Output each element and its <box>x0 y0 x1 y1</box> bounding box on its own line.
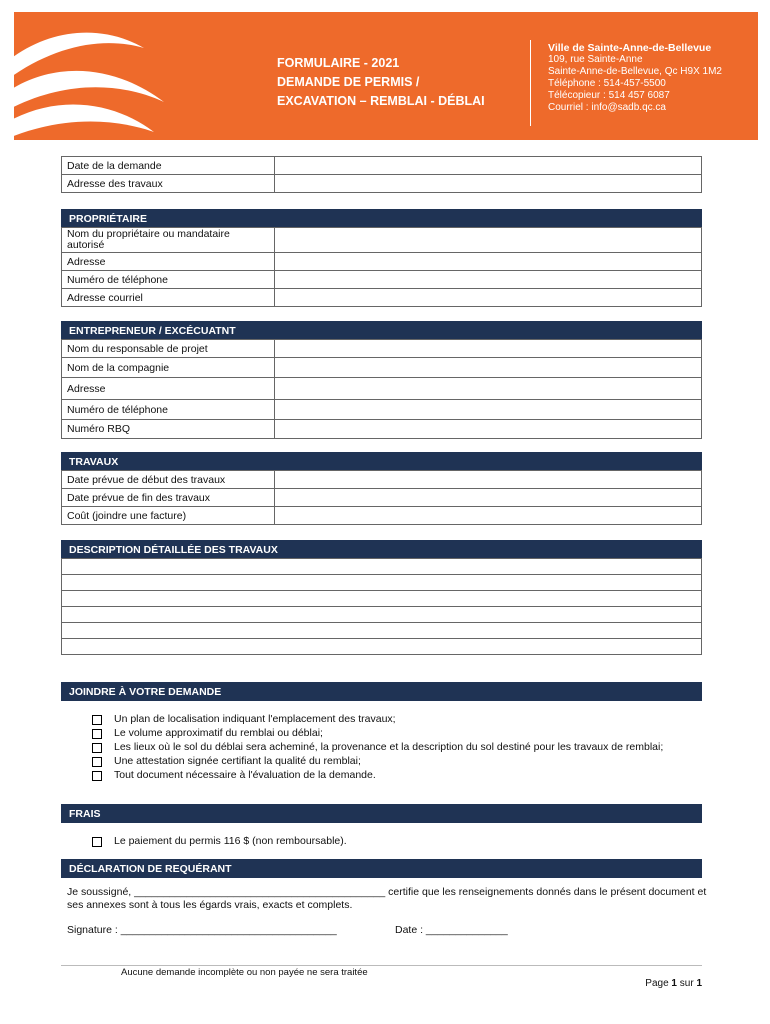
description-line[interactable] <box>62 591 702 607</box>
city-email: Courriel : info@sadb.qc.ca <box>548 102 666 113</box>
owner-name-label: Nom du propriétaire ou mandataire autorisé <box>62 228 275 253</box>
checklist-item: Un plan de localisation indiquant l'emplacement des travaux; <box>114 713 396 725</box>
footer-divider <box>61 965 702 966</box>
owner-heading: PROPRIÉTAIRE <box>61 209 702 228</box>
checklist-item: Le paiement du permis 116 $ (non remboursable). <box>114 835 347 847</box>
city-name: Ville de Sainte-Anne-de-Bellevue <box>548 42 712 54</box>
form-title <box>277 54 485 111</box>
checkbox[interactable] <box>92 743 102 753</box>
title-line: DEMANDE DE PERMIS / <box>277 75 420 89</box>
start-date-label: Date prévue de début des travaux <box>62 471 275 489</box>
city-locality: Sainte-Anne-de-Bellevue, Qc H9X 1M2 <box>548 66 722 77</box>
checkbox[interactable] <box>92 715 102 725</box>
page-current: 1 <box>671 978 677 989</box>
contact-block <box>548 42 722 114</box>
checklist-item: Une attestation signée certifiant la qualité du remblai; <box>114 755 361 767</box>
checklist-item: Tout document nécessaire à l'évaluation de la demande. <box>114 769 376 781</box>
page-mid: sur <box>676 978 697 989</box>
start-date-field[interactable] <box>275 471 702 489</box>
owner-name-field[interactable] <box>275 228 702 253</box>
company-name-field[interactable] <box>275 358 702 378</box>
page-total: 1 <box>696 978 702 989</box>
owner-address-label: Adresse <box>62 253 275 271</box>
description-line[interactable] <box>62 607 702 623</box>
title-line: FORMULAIRE - 2021 <box>277 56 400 70</box>
footer-note: Aucune demande incomplète ou non payée ne sera traitée <box>121 967 368 978</box>
description-heading: DESCRIPTION DÉTAILLÉE DES TRAVAUX <box>61 540 702 559</box>
description-line[interactable] <box>62 623 702 639</box>
page-number <box>645 978 702 989</box>
request-date-label: Date de la demande <box>62 157 275 175</box>
contractor-table <box>61 339 702 439</box>
owner-email-label: Adresse courriel <box>62 289 275 307</box>
work-address-field[interactable] <box>275 175 702 193</box>
checkbox[interactable] <box>92 837 102 847</box>
page-prefix: Page <box>645 978 672 989</box>
title-line: EXCAVATION – REMBLAI - DÉBLAI <box>277 94 485 108</box>
declaration-heading: DÉCLARATION DE REQUÉRANT <box>61 859 702 878</box>
attach-checklist <box>92 713 682 782</box>
checklist-item: Les lieux où le sol du déblai sera acheminé, la provenance et la description du sol destiné pour les travaux de remblai; <box>114 741 664 753</box>
city-logo-icon <box>14 12 184 140</box>
works-table <box>61 470 702 525</box>
project-manager-label: Nom du responsable de projet <box>62 340 275 358</box>
fees-heading: FRAIS <box>61 804 702 823</box>
city-phone: Téléphone : 514-457-5500 <box>548 78 666 89</box>
checklist-item: Le volume approximatif du remblai ou déblai; <box>114 727 323 739</box>
description-line[interactable] <box>62 559 702 575</box>
work-address-label: Adresse des travaux <box>62 175 275 193</box>
description-line[interactable] <box>62 575 702 591</box>
cost-field[interactable] <box>275 507 702 525</box>
end-date-label: Date prévue de fin des travaux <box>62 489 275 507</box>
owner-table <box>61 227 702 307</box>
declaration-text: Je soussigné, ___________________________________________ certifie que les renseignements donnés dans le présent document et ses annexes sont à tous les égards vrais, exacts et complets. <box>67 886 707 911</box>
owner-phone-label: Numéro de téléphone <box>62 271 275 289</box>
project-manager-field[interactable] <box>275 340 702 358</box>
contractor-address-label: Adresse <box>62 378 275 400</box>
cost-label: Coût (joindre une facture) <box>62 507 275 525</box>
owner-phone-field[interactable] <box>275 271 702 289</box>
header-divider <box>530 40 531 126</box>
contractor-phone-field[interactable] <box>275 400 702 420</box>
description-line[interactable] <box>62 639 702 655</box>
checkbox[interactable] <box>92 757 102 767</box>
city-fax: Télécopieur : 514 457 6087 <box>548 90 670 101</box>
contractor-address-field[interactable] <box>275 378 702 400</box>
fees-checklist <box>92 835 682 848</box>
attach-heading: JOINDRE À VOTRE DEMANDE <box>61 682 702 701</box>
end-date-field[interactable] <box>275 489 702 507</box>
works-heading: TRAVAUX <box>61 452 702 471</box>
city-address: 109, rue Sainte-Anne <box>548 54 643 65</box>
rbq-number-field[interactable] <box>275 420 702 439</box>
owner-address-field[interactable] <box>275 253 702 271</box>
contractor-heading: ENTREPRENEUR / EXCÉCUATNT <box>61 321 702 340</box>
owner-email-field[interactable] <box>275 289 702 307</box>
date-line: Date : ______________ <box>395 924 508 936</box>
company-name-label: Nom de la compagnie <box>62 358 275 378</box>
description-lines <box>61 558 702 655</box>
checkbox[interactable] <box>92 729 102 739</box>
checkbox[interactable] <box>92 771 102 781</box>
request-date-field[interactable] <box>275 157 702 175</box>
request-table <box>61 156 702 193</box>
rbq-number-label: Numéro RBQ <box>62 420 275 439</box>
contractor-phone-label: Numéro de téléphone <box>62 400 275 420</box>
signature-line: Signature : _____________________________________ <box>67 924 337 936</box>
header-banner <box>14 12 758 140</box>
